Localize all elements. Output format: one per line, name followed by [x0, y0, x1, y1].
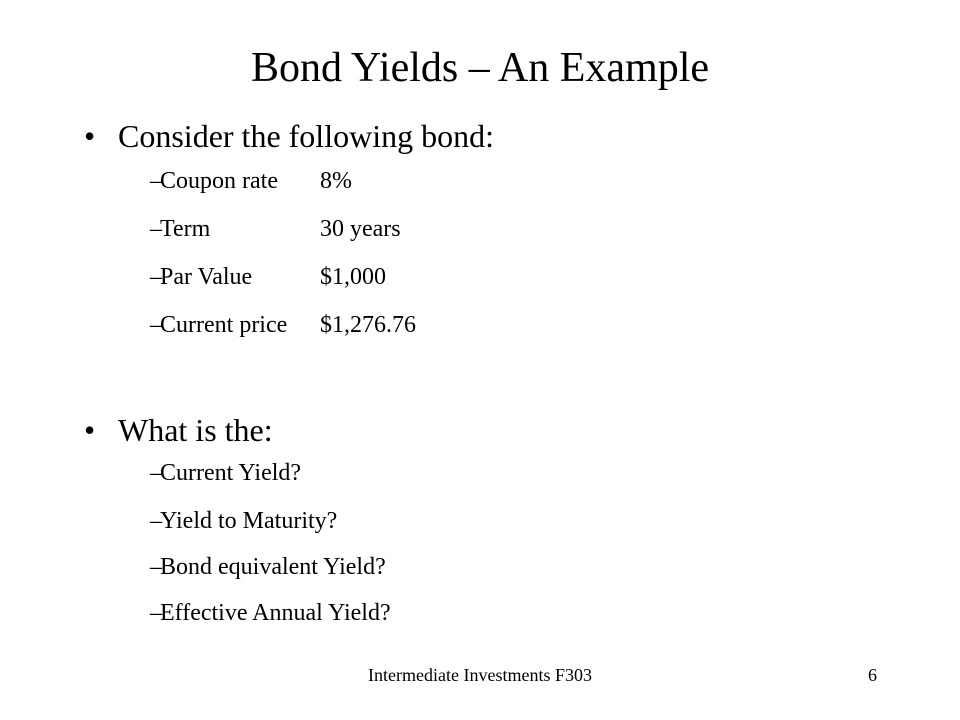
- bullet-heading: Consider the following bond:: [118, 118, 494, 154]
- bond-term-item: [150, 214, 401, 244]
- item-label: Par Value: [160, 264, 253, 290]
- slide-footer: Intermediate Investments F303: [368, 665, 592, 685]
- bond-term-item: [150, 310, 416, 340]
- dash-glyph: –: [150, 264, 162, 290]
- item-value: $1,000: [320, 264, 386, 290]
- dash-glyph: –: [150, 312, 162, 338]
- item-value: 30 years: [320, 216, 401, 242]
- slide-title: Bond Yields – An Example: [250, 45, 710, 91]
- dash-glyph: –: [150, 460, 162, 486]
- question-item: [150, 552, 386, 582]
- dash-glyph: –: [150, 216, 162, 242]
- question-item: [150, 458, 301, 488]
- dash-glyph: –: [150, 168, 162, 194]
- bullet-consider: [84, 116, 494, 156]
- item-value: 8%: [320, 168, 352, 194]
- item-label: Current price: [160, 312, 288, 338]
- item-label: Bond equivalent Yield?: [160, 554, 386, 580]
- item-value: $1,276.76: [320, 312, 416, 338]
- bullet-glyph: •: [84, 412, 96, 448]
- item-label: Coupon rate: [160, 168, 278, 194]
- bullet-glyph: •: [84, 118, 96, 154]
- dash-glyph: –: [150, 600, 162, 626]
- bond-term-item: [150, 166, 352, 196]
- bond-term-item: [150, 262, 386, 292]
- item-label: Yield to Maturity?: [160, 508, 338, 534]
- item-label: Effective Annual Yield?: [160, 600, 391, 626]
- item-label: Current Yield?: [160, 460, 302, 486]
- question-item: [150, 598, 391, 628]
- page-number: 6: [868, 665, 877, 685]
- item-label: Term: [160, 216, 211, 242]
- question-item: [150, 506, 337, 536]
- dash-glyph: –: [150, 508, 162, 534]
- bullet-what-is: [84, 410, 273, 450]
- dash-glyph: –: [150, 554, 162, 580]
- bullet-heading: What is the:: [118, 412, 273, 448]
